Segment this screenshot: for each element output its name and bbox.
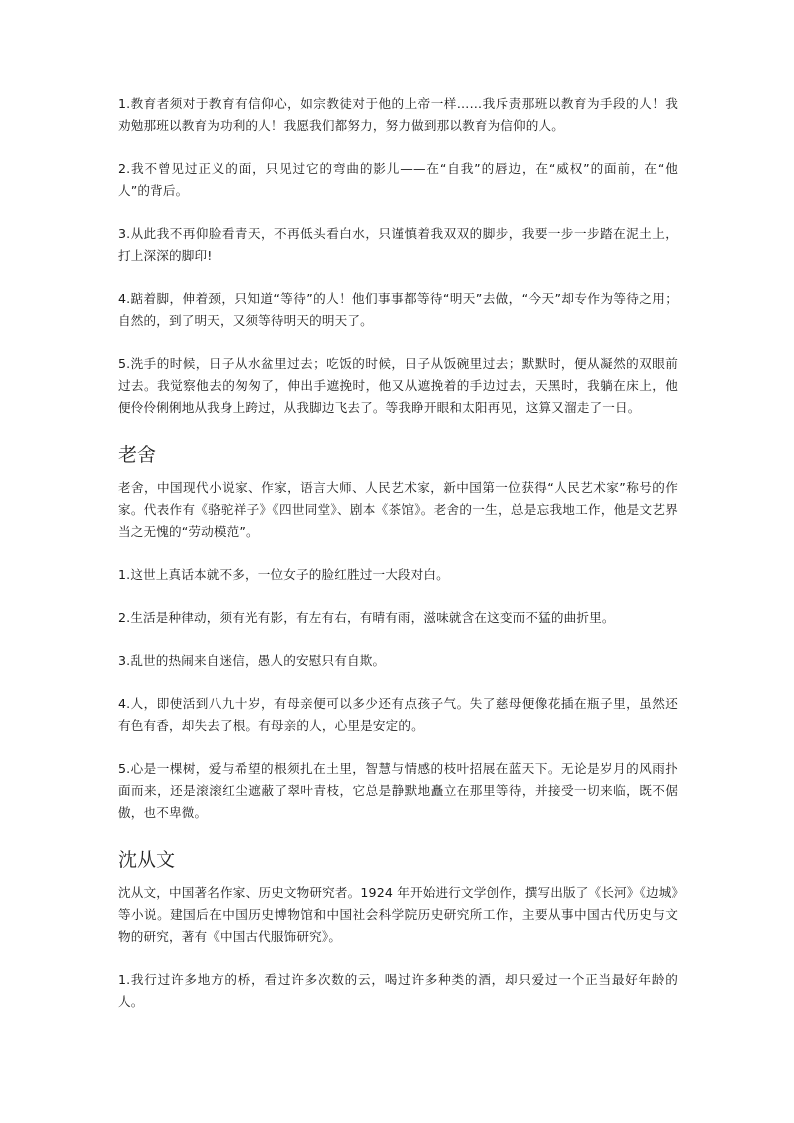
author-intro-laoshe: 老舍，中国现代小说家、作家，语言大师、人民艺术家，新中国第一位获得“人民艺术家”称号的作家。代表作有《骆驼祥子》《四世同堂》、剧本《茶馆》。老舍的一生，总是忘我地工作，他是文艺界当之无愧的“劳动模范”。 bbox=[118, 480, 678, 539]
quote-paragraph: 5.洗手的时候，日子从水盆里过去；吃饭的时候，日子从饭碗里过去；默默时，便从凝然的双眼前过去。我觉察他去的匆匆了，伸出手遮挽时，他又从遮挽着的手边过去，天黑时，我躺在床上，他便伶伶俐俐地从我身上跨过，从我脚边飞去了。等我睁开眼和太阳再见，这算又溜走了一日。 bbox=[118, 356, 678, 415]
quote-paragraph: 1.我行过许多地方的桥，看过许多次数的云，喝过许多种类的酒，却只爱过一个正当最好年龄的人。 bbox=[118, 972, 678, 1009]
section-title-shencongwen: 沈从文 bbox=[118, 849, 176, 871]
quote-paragraph: 4.踮着脚，伸着颈，只知道“等待”的人！他们事事都等待“明天”去做，“今天”却专作为等待之用；自然的，到了明天，又须等待明天的明天了。 bbox=[118, 291, 678, 328]
quote-paragraph: 3.乱世的热闹来自迷信，愚人的安慰只有自欺。 bbox=[118, 653, 386, 668]
quote-paragraph: 2.我不曾见过正义的面，只见过它的弯曲的影儿——在“自我”的唇边，在“威权”的面前，在“他人”的背后。 bbox=[118, 161, 678, 198]
quote-paragraph: 5.心是一棵树，爱与希望的根须扎在土里，智慧与情感的枝叶招展在蓝天下。无论是岁月的风雨扑面而来，还是滚滚红尘遮蔽了翠叶青枝，它总是静默地矗立在那里等待，并接受一切来临，既不倨傲，也不卑微。 bbox=[118, 761, 678, 820]
quote-paragraph: 1.这世上真话本就不多，一位女子的脸红胜过一大段对白。 bbox=[118, 567, 449, 582]
document-page bbox=[118, 93, 678, 1013]
section-title-laoshe: 老舍 bbox=[118, 444, 157, 466]
quote-paragraph: 3.从此我不再仰脸看青天，不再低头看白水，只谨慎着我双双的脚步，我要一步一步踏在泥土上，打上深深的脚印! bbox=[118, 226, 678, 263]
quote-paragraph: 2.生活是种律动，须有光有影，有左有右，有晴有雨，滋味就含在这变而不猛的曲折里。 bbox=[118, 610, 615, 625]
quote-paragraph: 4.人，即使活到八九十岁，有母亲便可以多少还有点孩子气。失了慈母便像花插在瓶子里，虽然还有色有香，却失去了根。有母亲的人，心里是安定的。 bbox=[118, 696, 678, 733]
author-intro-shencongwen: 沈从文，中国著名作家、历史文物研究者。1924 年开始进行文学创作，撰写出版了《长河》《边城》等小说。建国后在中国历史博物馆和中国社会科学院历史研究所工作，主要从事中国古代历史与文物的研究，著有《中国古代服饰研究》。 bbox=[118, 885, 678, 944]
quote-paragraph: 1.教育者须对于教育有信仰心，如宗教徒对于他的上帝一样……我斥责那班以教育为手段的人！我劝勉那班以教育为功利的人！我愿我们都努力，努力做到那以教育为信仰的人。 bbox=[118, 96, 678, 133]
